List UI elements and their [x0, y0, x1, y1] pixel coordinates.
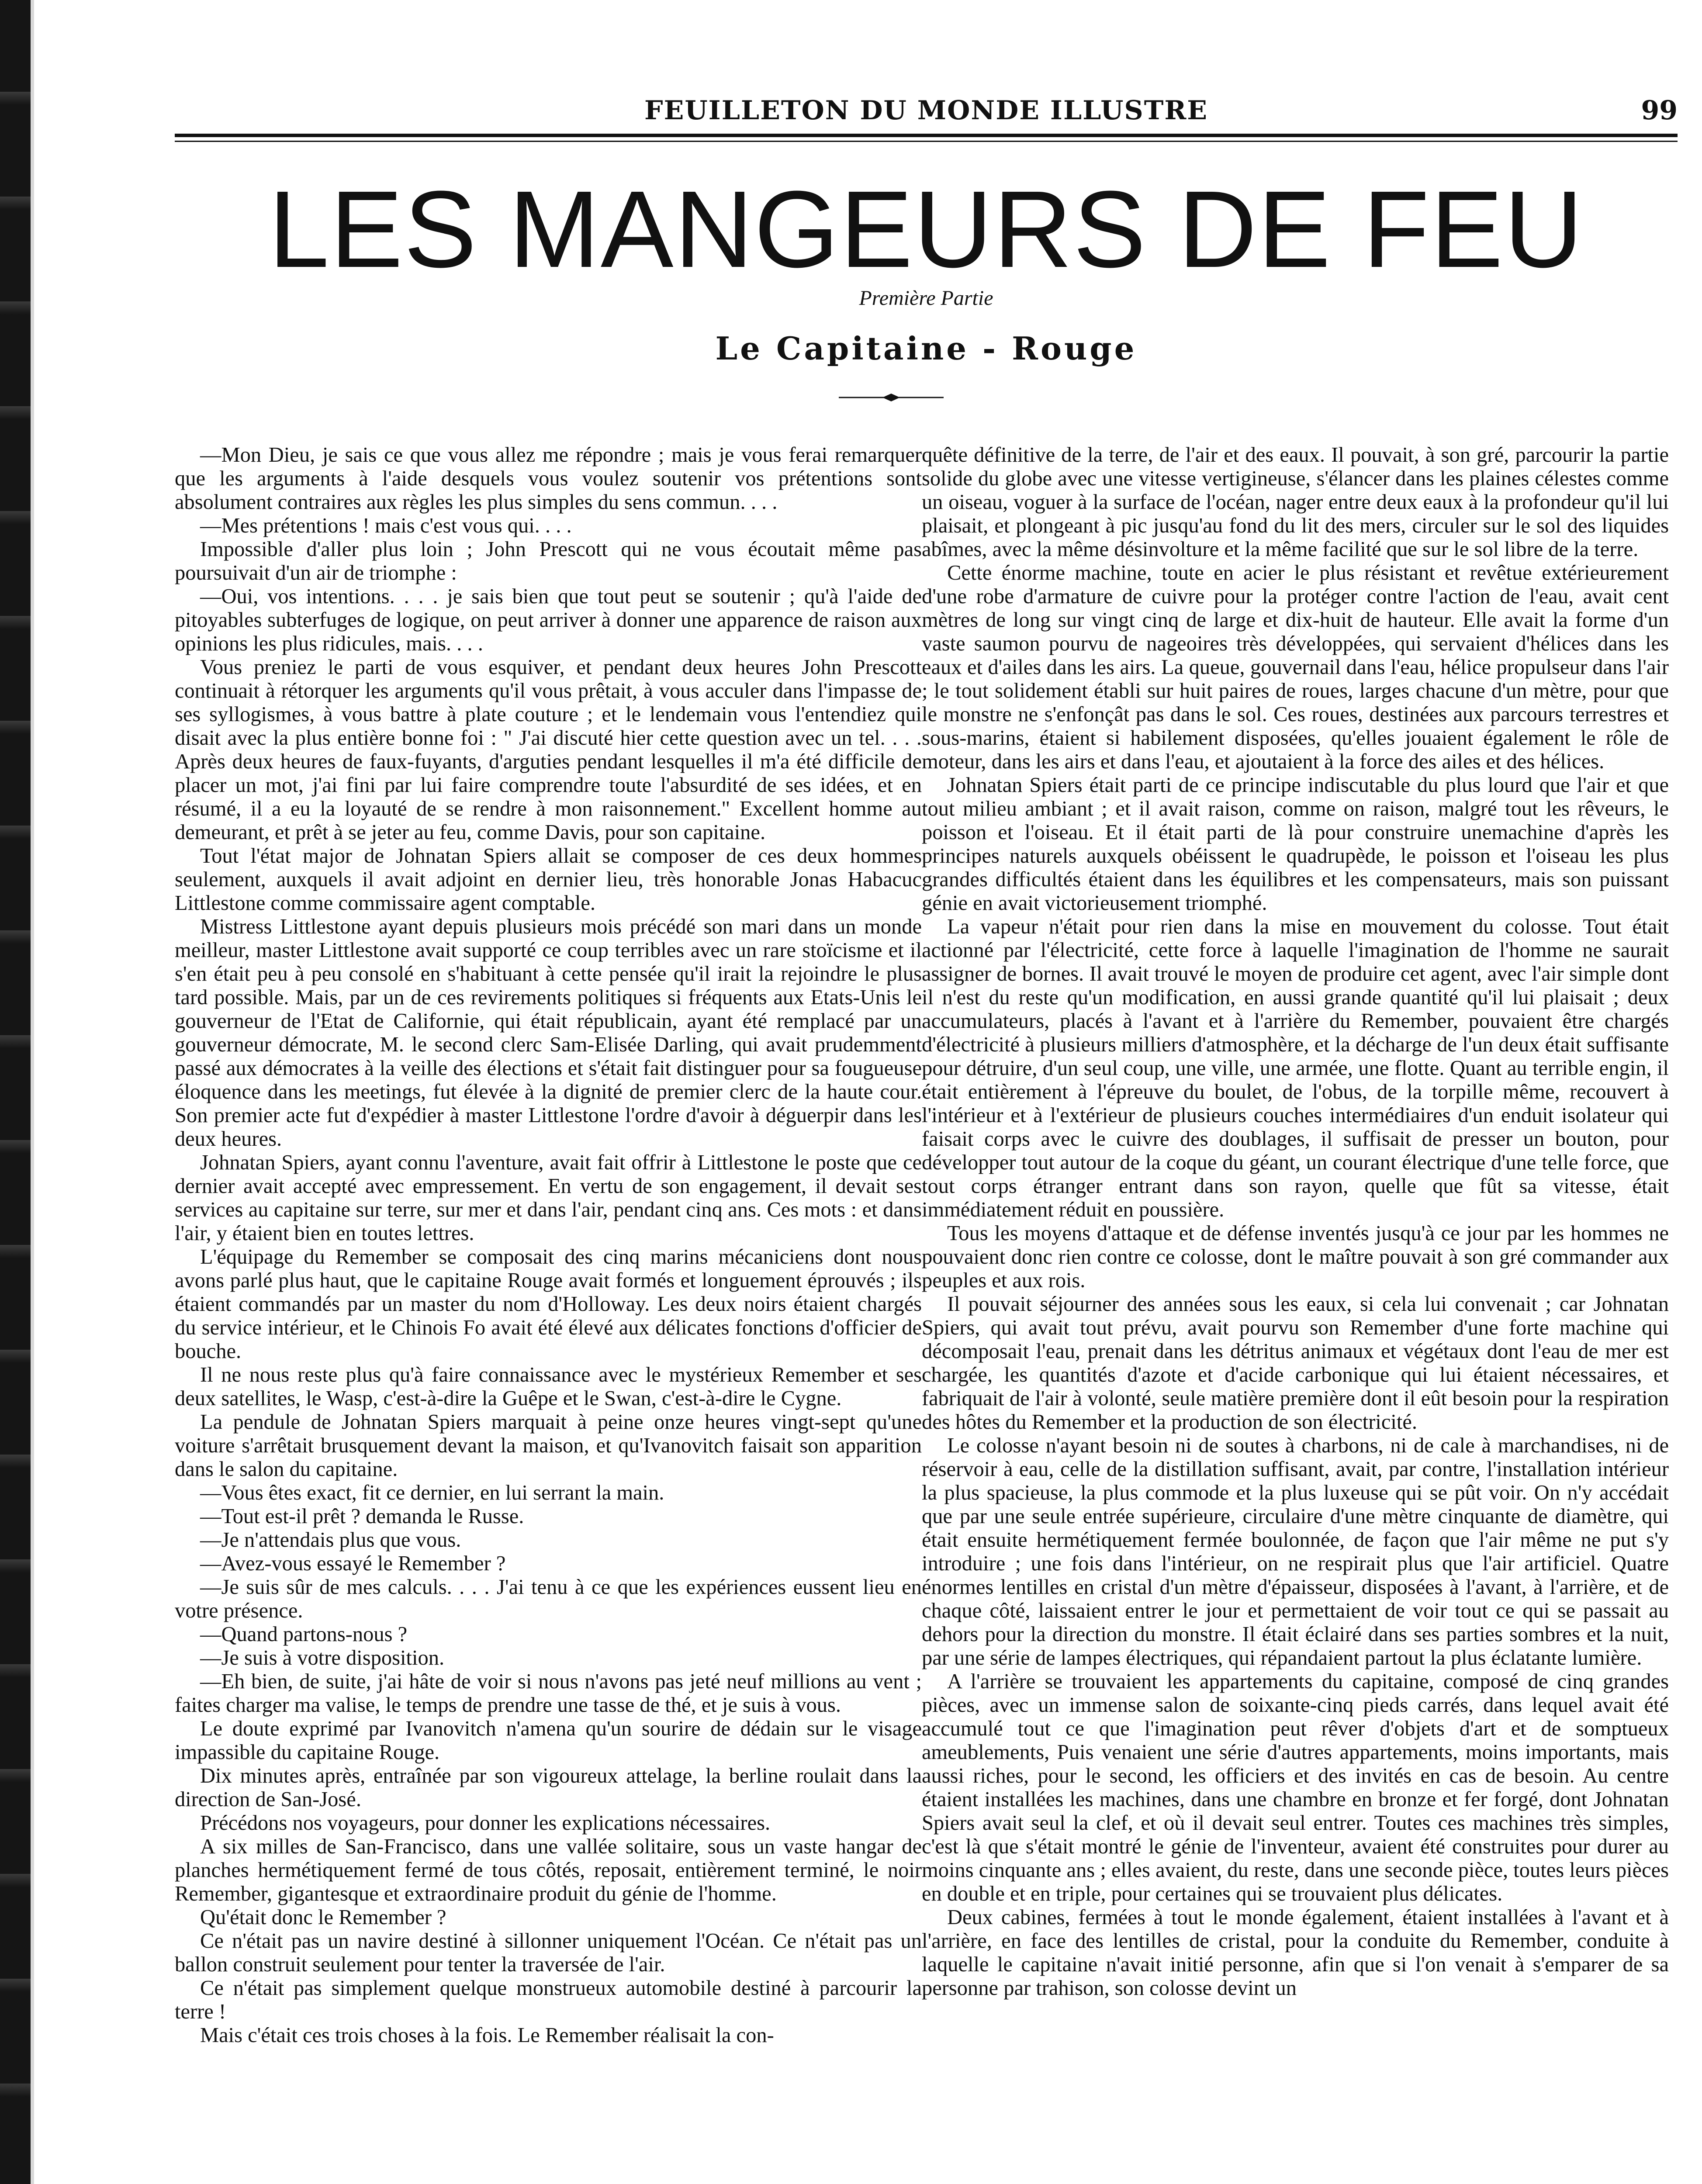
paragraph: —Je n'attendais plus que vous. [200, 1528, 461, 1552]
paragraph: La vapeur n'était pour rien dans la mise en mouvement du colosse. Tout était actionné par l'électricité, cette force à laquelle l'imagination de l'homme ne saurait assigner de bornes. Il avait trouvé le moyen de produire cet agent, avec l'air simple dont il n'est du reste qu'un modification, en aussi grande quantité qu'il lui plaisait ; deux accumulateurs, placés à l'avant et à l'arrière du Remember, pouvaient être chargés d'électricité à plusieurs milliers d'atmosphère, et la décharge de l'un deux était suffisante pour détruire, d'un seul coup, une ville, une armée, une flotte. Quant au terrible engin, il était entièrement à l'épreuve du boulet, de l'obus, de la torpille même, recouvert à l'intérieur et à l'extérieur de plusieurs couches intermédiaires d'un enduit isolateur qui faisait corps avec le cuivre des doublages, il suffisait de presser un bouton, pour développer tout autour de la coque du géant, un courant électrique d'une telle force, que tout corps étranger entrant dans son rayon, quelle que fût sa vitesse, était immédiatement réduit en poussière. [922, 915, 1669, 1221]
paragraph: Johnatan Spiers était parti de ce principe indiscutable du plus lourd que l'air et que tout milieu ambiant ; et il avait raison, comme on raison, malgré tout les rêveurs, le poisson et l'oiseau. Et il était parti de là pour construire unemachine d'après les principes naturels auxquels obéissent le quadrupède, le poisson et l'oiseau les plus grandes difficultés étaient dans les équilibres et les compensateurs, mais son puissant génie en avait victorieusement triomphé. [922, 774, 1669, 915]
paragraph: Il pouvait séjourner des années sous les eaux, si cela lui convenait ; car Johnatan Spiers, qui avait tout prévu, avait pourvu son Remember d'une forte machine qui décomposait l'eau, prenait dans les détritus animaux et végétaux dont l'eau de mer est chargée, les quantités d'azote et d'acide carbonique qui lui étaient nécessaires, et fabriquait de l'air à volonté, seule matière première dont il eût besoin pour la respiration des hôtes du Remember et la production de son électricité. [922, 1292, 1669, 1434]
header-rule-thick [175, 134, 1678, 137]
paragraph: A six milles de San-Francisco, dans une vallée solitaire, sous un vaste hangar de planches hermétiquement fermé de tous côtés, reposait, entièrement terminé, le noir Remember, gigantesque et extraordinaire produit du génie de l'homme. [175, 1835, 922, 1905]
page-header [175, 95, 1678, 135]
paragraph: —Je suis à votre disposition. [200, 1646, 445, 1669]
paragraph: Deux cabines, fermées à tout le monde également, étaient installées à l'avant et à l'arrière, en face des lentilles de cristal, pour la conduite du Remember, conduite à laquelle le capitaine n'avait initié personne, afin que si l'on venait à s'emparer de sa personne par trahison, son colosse devint un [922, 1906, 1669, 2000]
paragraph: Mistress Littlestone ayant depuis plusieurs mois précédé son mari dans un monde meilleur, master Littlestone avait supporté ce coup terribles avec un rare stoïcisme et il s'en était peu à peu consolé en s'habituant à cette pensée qu'il irait la rejoindre le plus tard possible. Mais, par un de ces revirements politiques si fréquents aux Etats-Unis le gouverneur de l'Etat de Californie, qui était républicain, ayant été remplacé par un gouverneur démocrate, M. le second clerc Sam-Elisée Darling, qui avait prudemment passé aux démocrates à la veille des élections et s'était fait distinguer pour sa fougueuse éloquence dans les meetings, fut élevée à la dignité de premier clerc de la haute cour. Son premier acte fut d'expédier à master Littlestone l'ordre d'avoir à déguerpir dans les deux heures. [175, 915, 922, 1151]
ornament-divider-icon [839, 389, 944, 406]
paragraph: Ce n'était pas un navire destiné à sillonner uniquement l'Océan. Ce n'était pas un ballon construit seulement pour tenter la traversée de l'air. [175, 1929, 922, 1976]
paragraph: quête définitive de la terre, de l'air et des eaux. Il pouvait, à son gré, parcourir la partie solide du globe avec une vitesse vertigineuse, s'élancer dans les plaines célestes comme un oiseau, voguer à la surface de l'océan, nager entre deux eaux à la profondeur qu'il lui plaisait, et plongeant à pic jusqu'au fond du lit des mers, circuler sur le sol des liquides abîmes, avec la même désinvolture et la même facilité que sur le sol libre de la terre. [922, 443, 1669, 561]
binding-edge [0, 0, 31, 2184]
paragraph: —Tout est-il prêt ? demanda le Russe. [200, 1505, 524, 1528]
paragraph: Mais c'était ces trois choses à la fois. Le Remember réalisait la con- [200, 2024, 774, 2047]
page-number: 99 [1641, 95, 1678, 126]
paragraph: Tout l'état major de Johnatan Spiers allait se composer de ces deux hommes seulement, auxquels il avait adjoint en dernier lieu, très honorable Jonas Habacuc Littlestone comme commissaire agent comptable. [175, 844, 922, 915]
paragraph: Impossible d'aller plus loin ; John Prescott qui ne vous écoutait même pas poursuivait d'un air de triomphe : [175, 538, 922, 584]
paragraph: Ce n'était pas simplement quelque monstrueux automobile destiné à parcourir la terre ! [175, 1977, 922, 2023]
paragraph: Qu'était donc le Remember ? [200, 1906, 446, 1929]
paragraph: Dix minutes après, entraînée par son vigoureux attelage, la berline roulait dans la direction de San-José. [175, 1764, 922, 1811]
paragraph: Tous les moyens d'attaque et de défense inventés jusqu'à ce jour par les hommes ne pouvaient donc rien contre ce colosse, dont le maître pouvait à son gré commander aux peuples et aux rois. [922, 1222, 1669, 1292]
running-title: FEUILLETON DU MONDE ILLUSTRE [644, 95, 1208, 126]
paragraph: Johnatan Spiers, ayant connu l'aventure, avait fait offrir à Littlestone le poste que ce dernier avait accepté avec empressement. En vertu de son engagement, il devait ses services au capitaine sur terre, sur mer et dans l'air, pendant cinq ans. Ces mots : et dans l'air, y étaient bien en toutes lettres. [175, 1151, 922, 1245]
paragraph: Il ne nous reste plus qu'à faire connaissance avec le mystérieux Remember et ses deux satellites, le Wasp, c'est-à-dire la Guêpe et le Swan, c'est-à-dire le Cygne. [175, 1363, 922, 1410]
paragraph: —Vous êtes exact, fit ce dernier, en lui serrant la main. [200, 1481, 664, 1504]
paragraph: La pendule de Johnatan Spiers marquait à peine onze heures vingt-sept qu'une voiture s'arrêtait brusquement devant la maison, et qu'Ivanovitch faisait son apparition dans le salon du capitaine. [175, 1410, 922, 1481]
paragraph: A l'arrière se trouvaient les appartements du capitaine, composé de cinq grandes pièces, avec un immense salon de soixante-cinq pieds carrés, dans lequel avait été accumulé tout ce que l'imagination peut rêver d'objets d'art et de somptueux ameublements, Puis venaient une série d'autres appartements, moins importants, mais aussi riches, pour le second, les officiers et des invités en cas de besoin. Au centre étaient installées les machines, dans une chambre en bronze et fer forgé, dont Johnatan Spiers avait seul la clef, et où il devait seul entrer. Toutes ces machines très simples, c'est là que s'était montré le génie de l'inventeur, avaient été construites pour durer au moins cinquante ans ; elles avaient, du reste, dans une seconde pièce, toutes leurs pièces en double et en triple, pour certaines qui se trouvaient plus délicates. [922, 1670, 1669, 1905]
paragraph: —Quand partons-nous ? [200, 1623, 408, 1646]
part-label: Première Partie [859, 287, 993, 310]
paragraph: —Oui, vos intentions. . . . je sais bien que tout peut se soutenir ; qu'à l'aide de pitoyables subterfuges de logique, on peut arriver à donner une apparence de raison aux opinions les plus ridicules, mais. . . . [175, 585, 922, 655]
paragraph: —Je suis sûr de mes calculs. . . . J'ai tenu à ce que les expériences eussent lieu en votre présence. [175, 1576, 922, 1622]
paragraph: —Mes prétentions ! mais c'est vous qui. . . . [200, 514, 572, 537]
text-column-right [922, 443, 1669, 2000]
paragraph: Le doute exprimé par Ivanovitch n'amena qu'un sourire de dédain sur le visage impassible du capitaine Rouge. [175, 1717, 922, 1764]
paragraph: —Avez-vous essayé le Remember ? [200, 1552, 506, 1575]
header-rule-thin [175, 141, 1678, 142]
text-column-left [175, 443, 922, 2047]
paragraph: Précédons nos voyageurs, pour donner les explications nécessaires. [200, 1811, 771, 1835]
main-title: LES MANGEURS DE FEU [268, 168, 1584, 290]
paragraph: Le colosse n'ayant besoin ni de soutes à charbons, ni de cale à marchandises, ni de réservoir à eau, celle de la distillation suffisant, avait, par contre, l'installation intérieur la plus spacieuse, la plus commode et la plus luxeuse qui se pût voir. On n'y accédait que par une seule entrée supérieure, circulaire d'une mètre cinquante de diamètre, qui était ensuite hermétiquement fermée boulonnée, de façon que l'air même ne put s'y introduire ; une fois dans l'intérieur, on ne respirait plus que l'air artificiel. Quatre énormes lentilles en cristal d'un mètre d'épaisseur, disposées à l'avant, à l'arrière, et de chaque côté, laissaient entrer le jour et permettaient de voir tout ce qui se passait au dehors pour la direction du monstre. Il était éclairé dans ses parties sombres et la nuit, par une série de lampes électriques, qui répandaient partout la plus éclatante lumière. [922, 1434, 1669, 1669]
chapter-subtitle: Le Capitaine - Rouge [715, 330, 1137, 367]
paragraph: L'équipage du Remember se composait des cinq marins mécaniciens dont nous avons parlé plus haut, que le capitaine Rouge avait formés et longuement éprouvés ; ils étaient commandés par un master du nom d'Holloway. Les deux noirs étaient chargés du service intérieur, et le Chinois Fo avait été élevé aux délicates fonctions d'officier de bouche. [175, 1245, 922, 1363]
paragraph: —Mon Dieu, je sais ce que vous allez me répondre ; mais je vous ferai remarquer que les arguments à l'aide desquels vous voulez soutenir vos prétentions sont absolument contraires aux règles les plus simples du sens commun. . . . [175, 443, 922, 514]
paragraph: Cette énorme machine, toute en acier le plus résistant et revêtue extérieurement d'une robe d'armature de cuivre pour la protéger contre l'action de l'eau, avait cent mètres de long sur vingt cinq de large et dix-huit de hauteur. Elle avait la forme d'un vaste saumon pourvu de nageoires très développées, qui servaient d'hélices dans les eaux et d'ailes dans les airs. La queue, gouvernail dans l'eau, hélice propulseur dans l'air ; le tout solidement établi sur huit paires de roues, larges chacune d'un mètre, pour que le monstre ne s'enfonçât pas dans le sol. Ces roues, destinées aux parcours terrestres et sous-marins, étaient si habilement disposées, qu'elles jouaient également le rôle de moteur, dans les airs et dans l'eau, et ajoutaient à la force des ailes et des hélices. [922, 561, 1669, 773]
paragraph: Vous preniez le parti de vous esquiver, et pendant deux heures John Prescott continuait à rétorquer les arguments qu'il vous prêtait, à vous acculer dans l'impasse de ses syllogismes, à vous battre à plate couture ; et le lendemain vous l'entendiez qui disait avec la plus entière bonne foi : " J'ai discuté hier cette question avec un tel. . . . Après deux heures de faux-fuyants, d'arguties pendant lesquelles il m'a été difficile de placer un mot, j'ai fini par lui faire comprendre toute l'absurdité de ses idées, et en résumé, il a eu la loyauté de se rendre à mon raisonnement." Excellent homme au demeurant, et prêt à se jeter au feu, comme Davis, pour son capitaine. [175, 656, 922, 844]
paragraph: —Eh bien, de suite, j'ai hâte de voir si nous n'avons pas jeté neuf millions au vent ; faites charger ma valise, le temps de prendre une tasse de thé, et je suis à vous. [175, 1670, 922, 1717]
